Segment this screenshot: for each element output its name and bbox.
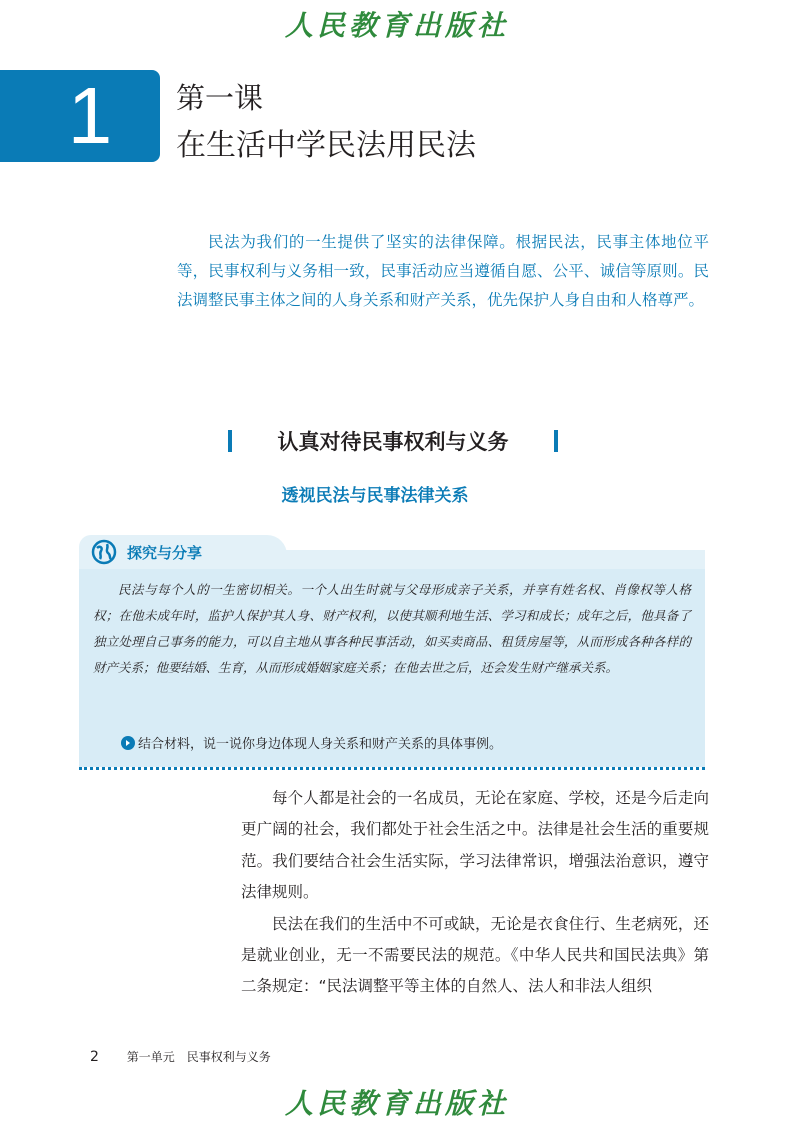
lesson-number-badge: [0, 70, 160, 162]
globe-icon: [91, 539, 117, 565]
body-paragraph: 每个人都是社会的一名成员，无论在家庭、学校，还是今后走向更广阔的社会，我们都处于社会生活之中。法律是社会生活的重要规范。我们要结合社会生活实际，学习法律常识，增强法治意识，遵守法律规则。: [241, 789, 709, 902]
lesson-label: 第一课: [176, 81, 264, 115]
explore-question: [121, 733, 502, 752]
arrow-right-icon: [121, 736, 135, 750]
heading-bar-right: [554, 430, 558, 452]
intro-paragraph: 民法为我们的一生提供了坚实的法律保障。根据民法，民事主体地位平等，民事权利与义务相一致，民事活动应当遵循自愿、公平、诚信等原则。民法调整民事主体之间的人身关系和财产关系，优先保护人身自由和人格尊严。: [177, 233, 709, 309]
dotted-divider: [79, 767, 705, 770]
publisher-logo-bottom: 人民教育出版社: [284, 1087, 509, 1120]
heading-bar-left: [228, 430, 232, 452]
explore-tab: [79, 535, 287, 569]
explore-material: 民法与每个人的一生密切相关。一个人出生时就与父母形成亲子关系，并享有姓名权、肖像权等人格权；在他未成年时，监护人保护其人身、财产权利，以使其顺利地生活、学习和成长；成年之后，他具备了独立处理自己事务的能力，可以自主地从事各种民事活动，如买卖商品、租赁房屋等，从而形成各种各样的财产关系；他要结婚、生育，从而形成婚姻家庭关系；在他去世之后，还会发生财产继承关系。: [93, 582, 691, 675]
explore-title: 探究与分享: [127, 543, 203, 562]
lesson-number: 1: [67, 71, 113, 160]
explore-and-share-box: [79, 535, 705, 767]
page-number: 2: [90, 1049, 99, 1065]
publisher-logo-top: 人民教育出版社: [284, 9, 509, 42]
lesson-title: 在生活中学民法用民法: [176, 128, 476, 163]
body-paragraph: 民法在我们的生活中不可或缺，无论是衣食住行、生老病死，还是就业创业，无一不需要民法的规范。《中华人民共和国民法典》第二条规定：“民法调整平等主体的自然人、法人和非法人组织: [241, 914, 709, 996]
section-heading-text: 认真对待民事权利与义务: [277, 430, 509, 454]
lesson-intro: [177, 228, 709, 315]
unit-title: 第一单元 民事权利与义务: [126, 1050, 271, 1064]
explore-question-text: 结合材料，说一说你身边体现人身关系和财产关系的具体事例。: [138, 737, 503, 752]
subsection-heading: 透视民法与民事法律关系: [281, 486, 469, 506]
body-text: [241, 783, 709, 1003]
page-footer: [90, 1048, 271, 1065]
explore-body: [79, 569, 705, 767]
section-heading: [228, 421, 558, 461]
